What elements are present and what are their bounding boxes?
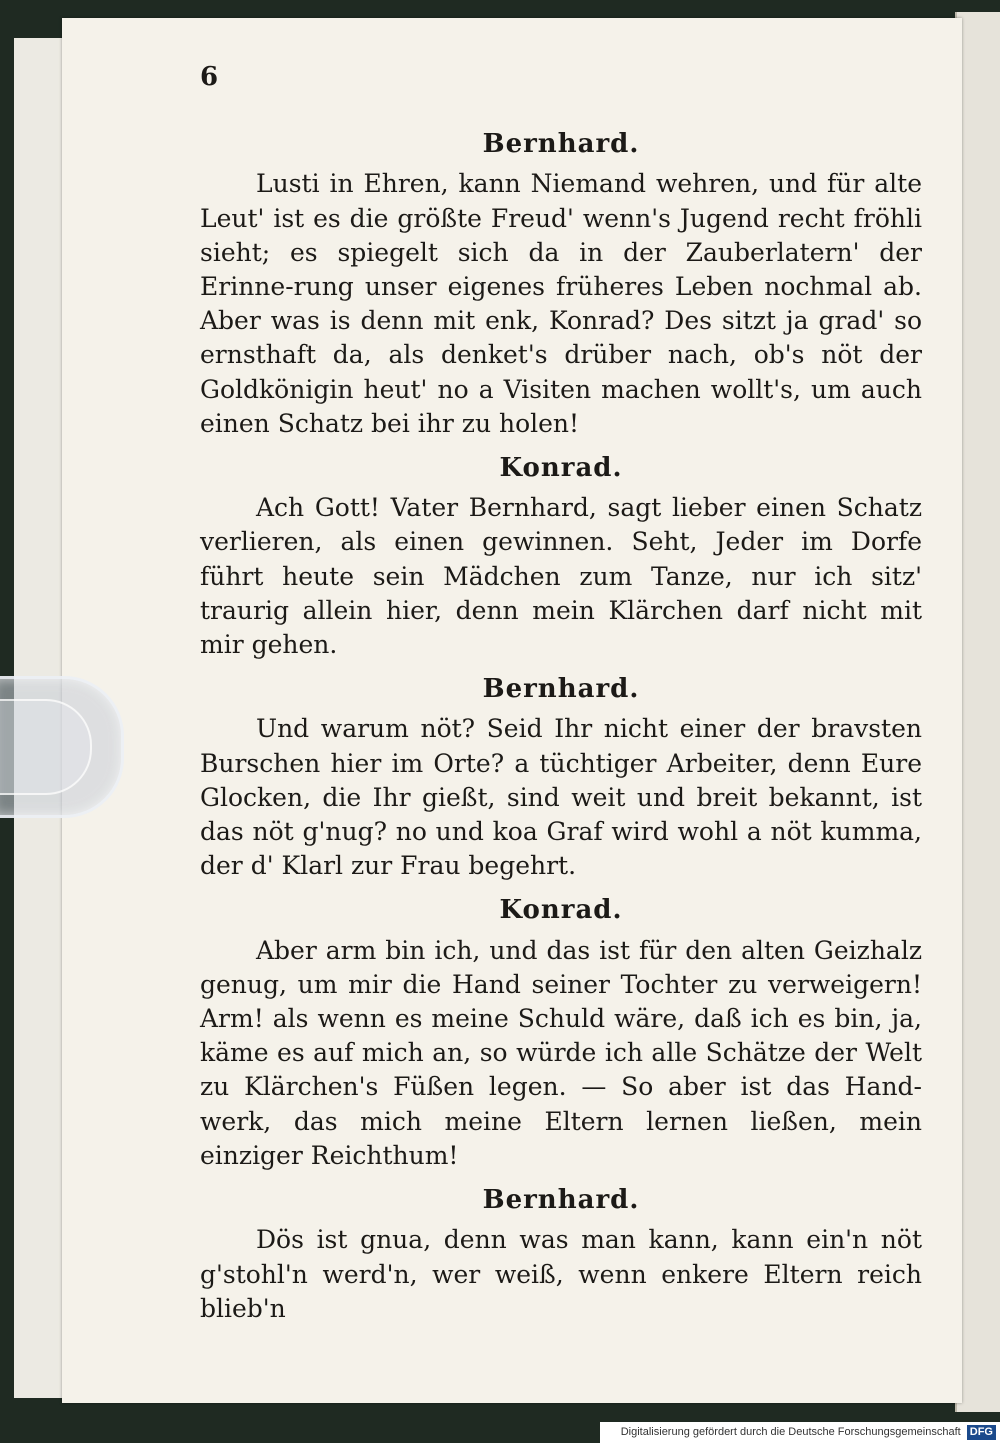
speaker-heading: Konrad. [499, 453, 623, 484]
speaker-heading: Konrad. [499, 895, 623, 926]
dialogue-paragraph: Und warum nöt? Seid Ihr nicht einer der bravsten Burschen hier im Orte? a tüchtiger Arbeiter, denn Eure Glocken, die Ihr gießt, sind weit und breit bekannt, ist das nöt g'nug? no und koa Graf wird wohl a nöt kumma, der d' Klarl zur Frau begehrt. [200, 714, 922, 881]
dialogue-paragraph: Lusti in Ehren, kann Niemand wehren, und für alte Leut' ist es die größte Freud' wenn's Jugend recht fröhli sieht; es spiegelt sich da in der Zauberlatern' der Erinne-rung unser eigenes früheres Leben nochmal ab. Aber was is denn mit enk, Konrad? Des sitzt ja grad' so ernsthaft da, als denket's drüber nach, ob's nöt der Goldkönigin heut' no a Visiten machen wollt's, um auch einen Schatz bei ihr zu holen! [200, 169, 922, 438]
footer-text: Digitalisierung gefördert durch die Deutsche Forschungsgemeinschaft [620, 1426, 961, 1438]
page-text [200, 60, 922, 1326]
dfg-logo: DFG [967, 1425, 996, 1440]
digitization-footer [600, 1422, 1000, 1443]
page-number: 6 [200, 62, 219, 92]
dialogue-paragraph: Dös ist gnua, denn was man kann, kann ein'n nöt g'stohl'n werd'n, wer weiß, wenn enkere Eltern reich blieb'n [200, 1225, 922, 1323]
dialogue-paragraph: Ach Gott! Vater Bernhard, sagt lieber einen Schatz verlieren, als einen gewinnen. Seht, Jeder im Dorfe führt heute sein Mädchen zum Tanze, nur ich sitz' traurig allein hier, denn mein Klärchen darf nicht mit mir gehen. [200, 493, 922, 660]
speaker-heading: Bernhard. [482, 129, 640, 160]
page-clip-inner [0, 699, 92, 795]
dialogue-paragraph: Aber arm bin ich, und das ist für den alten Geizhalz genug, um mir die Hand seiner Tochter zu verweigern! Arm! als wenn es meine Schuld wäre, daß ich es bin, ja, käme es auf mich an, so würde ich alle Schätze der Welt zu Klärchen's Füßen legen. — So aber ist das Hand-werk, das mich meine Eltern lernen ließen, mein einziger Reichthum! [200, 935, 922, 1170]
page-clip [0, 676, 124, 818]
speaker-heading: Bernhard. [482, 674, 640, 705]
speaker-heading: Bernhard. [482, 1185, 640, 1216]
